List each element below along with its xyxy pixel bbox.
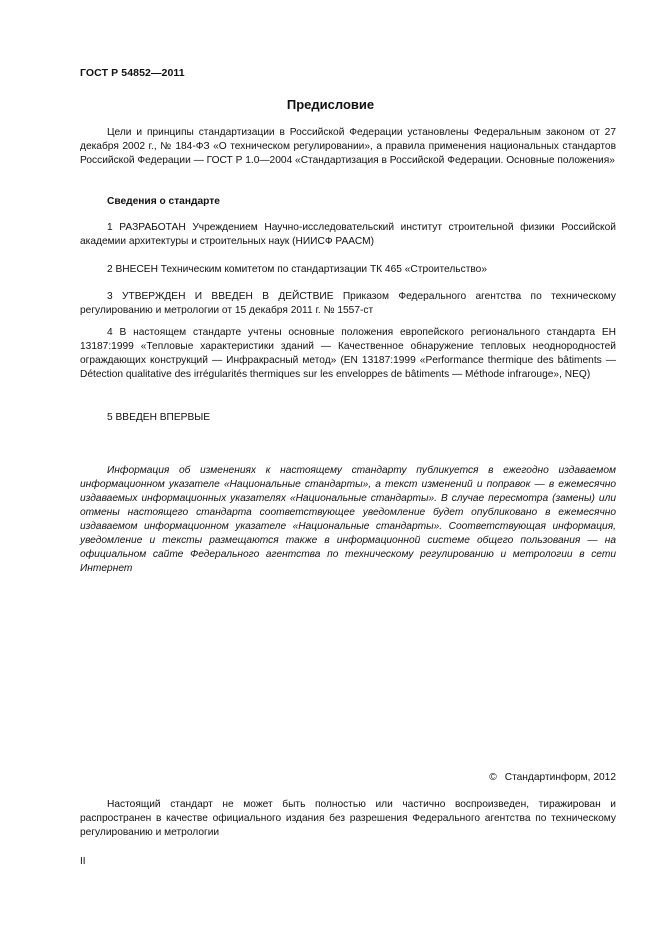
standard-info-item-5: 5 ВВЕДЕН ВПЕРВЫЕ	[107, 412, 211, 423]
copyright-text: Стандартинформ, 2012	[504, 772, 616, 783]
standard-info-item-4: 4 В настоящем стандарте учтены основные положения европейского регионального стандарта ЕН 13187:1999 «Тепловые характеристики зданий — Качественное обнаружение тепловых неоднородностей ограждающих конструкций — Инфракрасный метод» (EN 13187:1999 «Performance thermique des bâtiments — Détection qualitative des irrégularités thermiques sur les enveloppes de bâtiments — Méthode infrarouge», NEQ)	[80, 327, 616, 380]
intro-paragraph: Цели и принципы стандартизации в Российской Федерации установлены Федеральным законом от 27 декабря 2002 г., № 184-ФЗ «О техническом регулировании», а правила применения национальных стандартов Российской Федерации — ГОСТ Р 1.0—2004 «Стандартизация в Российской Федерации. Основные положения»	[80, 127, 616, 166]
reproduction-notice: Настоящий стандарт не может быть полностью или частично воспроизведен, тиражирован и распространен в качестве официального издания без разрешения Федерального агентства по техническому регулированию и метрологии	[80, 799, 616, 838]
page-number: II	[80, 856, 86, 867]
copyright-icon: ©	[489, 772, 497, 783]
document-code: ГОСТ Р 54852—2011	[80, 67, 185, 79]
standard-info-item-3: 3 УТВЕРЖДЕН И ВВЕДЕН В ДЕЙСТВИЕ Приказом Федерального агентства по техническому регулированию и метрологии от 15 декабря 2011 г. № 1557-ст	[80, 291, 616, 316]
standard-info-item-2: 2 ВНЕСЕН Техническим комитетом по стандартизации ТК 465 «Строительство»	[107, 264, 487, 275]
standard-info-heading: Сведения о стандарте	[107, 196, 220, 207]
copyright-line	[489, 772, 616, 783]
changes-info-paragraph: Информация об изменениях к настоящему стандарту публикуется в ежегодно издаваемом информационном указателе «Национальные стандарты», а текст изменений и поправок — в ежемесячно издаваемых информационных указателях «Национальные стандарты». В случае пересмотра (замены) или отмены настоящего стандарта соответствующее уведомление будет опубликовано в ежемесячно издаваемом информационном указателе «Национальные стандарты». Соответствующая информация, уведомление и тексты размещаются также в информационной системе общего пользования — на официальном сайте Федерального агентства по техническому регулированию и метрологии в сети Интернет	[80, 465, 616, 574]
page-title: Предисловие	[286, 97, 375, 112]
standard-info-item-1: 1 РАЗРАБОТАН Учреждением Научно-исследовательский институт строительной физики Российской академии архитектуры и строительных наук (НИИСФ РААСМ)	[80, 222, 616, 247]
